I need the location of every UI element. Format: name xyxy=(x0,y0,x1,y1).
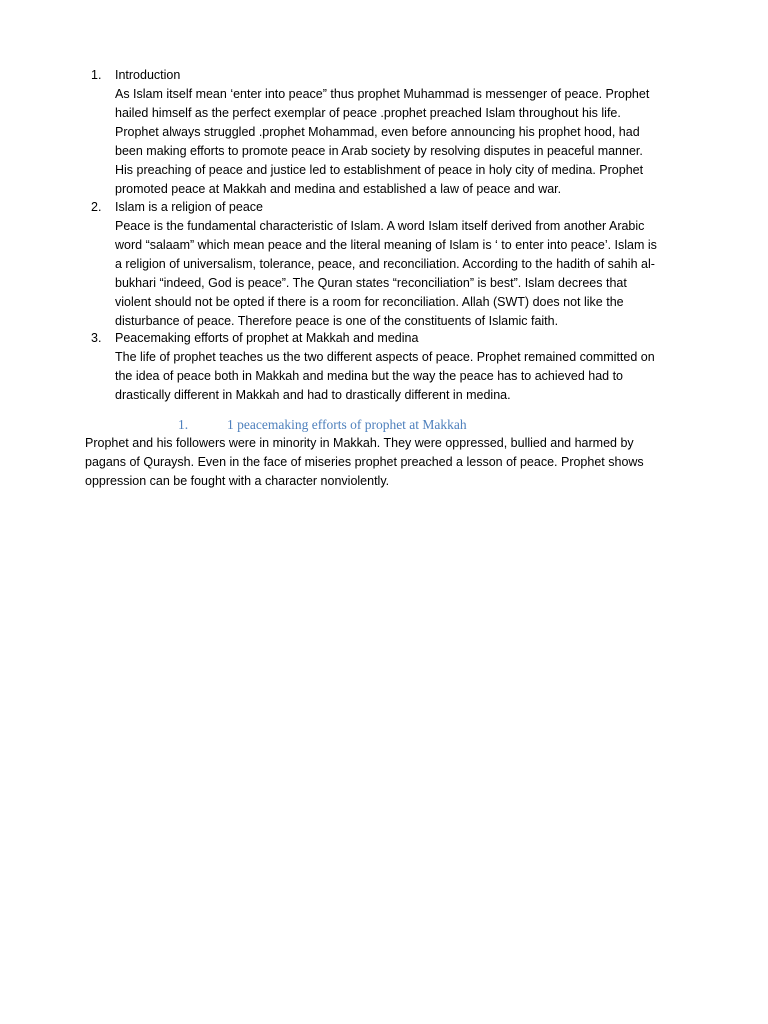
body-line: As Islam itself mean ‘enter into peace” thus prophet Muhammad is messenger of peace. Prophet xyxy=(115,87,650,101)
body-line: Prophet and his followers were in minority in Makkah. They were oppressed, bullied and harmed by xyxy=(85,436,634,450)
paragraph-makkah xyxy=(85,434,705,491)
body-line: promoted peace at Makkah and medina and established a law of peace and war. xyxy=(115,182,562,196)
body-line: disturbance of peace. Therefore peace is one of the constituents of Islamic faith. xyxy=(115,314,559,328)
subheading-number: 1. xyxy=(178,417,189,432)
body-line: Peace is the fundamental characteristic of Islam. A word Islam itself derived from another Arabic xyxy=(115,219,645,233)
list-number: 2. xyxy=(91,200,102,214)
section-title: Islam is a religion of peace xyxy=(115,200,263,214)
section-body xyxy=(115,66,691,199)
body-line: word “salaam” which mean peace and the literal meaning of Islam is ‘ to enter into peace’. Islam is xyxy=(115,238,657,252)
section-body xyxy=(115,198,691,331)
list-number: 3. xyxy=(91,331,102,345)
body-line: drastically different in Makkah and had to drastically different in medina. xyxy=(115,388,511,402)
subheading-text: 1 peacemaking efforts of prophet at Makkah xyxy=(227,417,467,432)
body-line: pagans of Quraysh. Even in the face of miseries prophet preached a lesson of peace. Prophet shows xyxy=(85,455,644,469)
body-line: hailed himself as the perfect exemplar of peace .prophet preached Islam throughout his life. xyxy=(115,106,621,120)
list-number: 1. xyxy=(91,68,102,82)
section-title: Peacemaking efforts of prophet at Makkah and medina xyxy=(115,331,419,345)
body-line: violent should not be opted if there is a room for reconciliation. Allah (SWT) does not like the xyxy=(115,295,624,309)
body-line: been making efforts to promote peace in Arab society by resolving disputes in peaceful manner. xyxy=(115,144,643,158)
body-line: bukhari “indeed, God is peace”. The Quran states “reconciliation” is best”. Islam decrees that xyxy=(115,276,627,290)
body-line: Prophet always struggled .prophet Mohammad, even before announcing his prophet hood, had xyxy=(115,125,640,139)
section-body xyxy=(115,329,691,405)
section-title: Introduction xyxy=(115,68,181,82)
body-line: a religion of universalism, tolerance, peace, and reconciliation. According to the hadith of sahih al- xyxy=(115,257,655,271)
body-line: The life of prophet teaches us the two different aspects of peace. Prophet remained committed on xyxy=(115,350,655,364)
body-line: the idea of peace both in Makkah and medina but the way the peace has to achieved had to xyxy=(115,369,623,383)
subheading xyxy=(178,415,467,435)
body-line: oppression can be fought with a character nonviolently. xyxy=(85,474,390,488)
body-line: His preaching of peace and justice led to establishment of peace in holy city of medina. Prophet xyxy=(115,163,644,177)
